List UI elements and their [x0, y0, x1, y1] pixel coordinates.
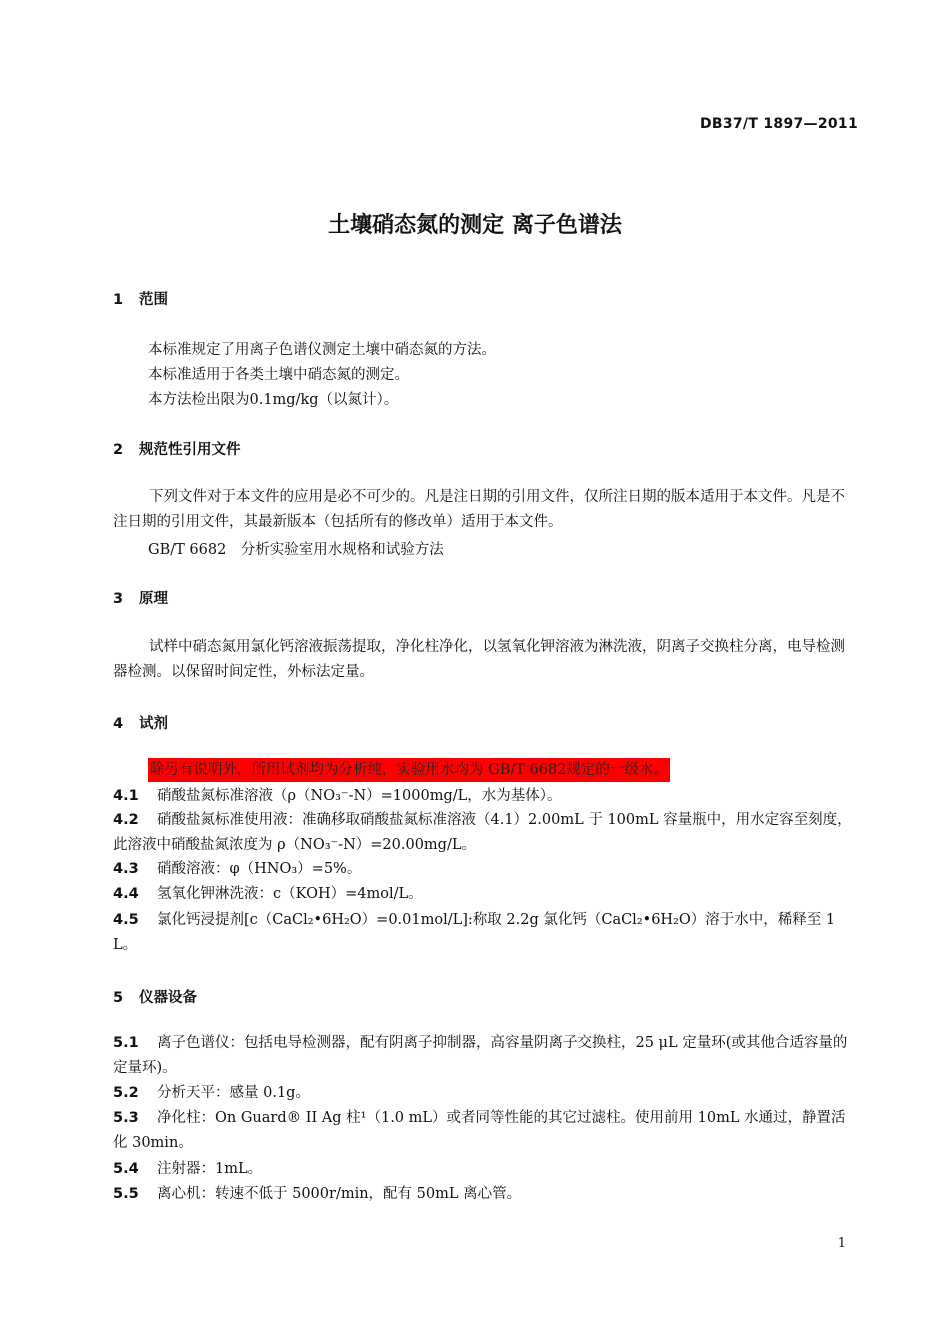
document-title: 土壤硝态氮的测定 离子色谱法	[328, 213, 622, 238]
list-item: 4.4 氢氧化钾淋洗液：c（KOH）=4mol/L。	[113, 886, 423, 902]
page-number: 1	[837, 1236, 846, 1251]
section-2-paragraph: 下列文件对于本文件的应用是必不可少的。凡是注日期的引用文件，仅所注日期的版本适用于本文件。凡是不注日期的引用文件，其最新版本（包括所有的修改单）适用于本文件。	[113, 489, 845, 530]
section-3-paragraph: 试样中硝态氮用氯化钙溶液振荡提取，净化柱净化，以氢氧化钾溶液为淋洗液，阴离子交换柱分离，电导检测器检测。以保留时间定性，外标法定量。	[113, 639, 845, 680]
reagent-note-highlight: 除另有说明外，所用试剂均为分析纯，实验用水均为 GB/T 6682规定的一级水。	[148, 758, 670, 782]
list-item: 5.3 净化柱：On Guard® II Ag 柱¹（1.0 mL）或者同等性能的其它过滤柱。使用前用 10mL 水通过，静置活化 30min。	[113, 1110, 846, 1151]
list-item: 4.5 氯化钙浸提剂[c（CaCl₂•6H₂O）=0.01mol/L]:称取 2.2g 氯化钙（CaCl₂•6H₂O）溶于水中，稀释至 1 L。	[113, 912, 836, 953]
section-2-heading: 2 规范性引用文件	[113, 442, 241, 458]
section-1-line-1: 本标准规定了用离子色谱仪测定土壤中硝态氮的方法。	[148, 342, 496, 358]
section-3-heading: 3 原理	[113, 591, 168, 607]
list-item: 5.1 离子色谱仪：包括电导检测器，配有阴离子抑制器，高容量阴离子交换柱，25 μL 定量环(或其他合适容量的定量环)。	[113, 1035, 848, 1076]
section-1-line-3: 本方法检出限为0.1mg/kg（以氮计）。	[148, 392, 399, 408]
normative-reference: GB/T 6682 分析实验室用水规格和试验方法	[148, 542, 444, 558]
section-1-heading: 1 范围	[113, 292, 168, 308]
document-number: DB37/T 1897—2011	[699, 116, 858, 132]
list-item: 5.5 离心机：转速不低于 5000r/min，配有 50mL 离心管。	[113, 1186, 522, 1202]
list-item: 4.1 硝酸盐氮标准溶液（ρ（NO₃⁻-N）=1000mg/L，水为基体）。	[113, 788, 562, 804]
section-1-line-2: 本标准适用于各类土壤中硝态氮的测定。	[148, 367, 409, 383]
list-item: 4.2 硝酸盐氮标准使用液：准确移取硝酸盐氮标准溶液（4.1）2.00mL 于 100mL 容量瓶中，用水定容至刻度，此溶液中硝酸盐氮浓度为 ρ（NO₃⁻-N）=20.00mg/L。	[113, 812, 852, 853]
list-item: 5.2 分析天平：感量 0.1g。	[113, 1085, 310, 1101]
section-4-heading: 4 试剂	[113, 716, 168, 732]
list-item: 4.3 硝酸溶液：φ（HNO₃）=5%。	[113, 861, 362, 877]
list-item: 5.4 注射器：1mL。	[113, 1161, 263, 1177]
section-5-heading: 5 仪器设备	[113, 990, 197, 1006]
